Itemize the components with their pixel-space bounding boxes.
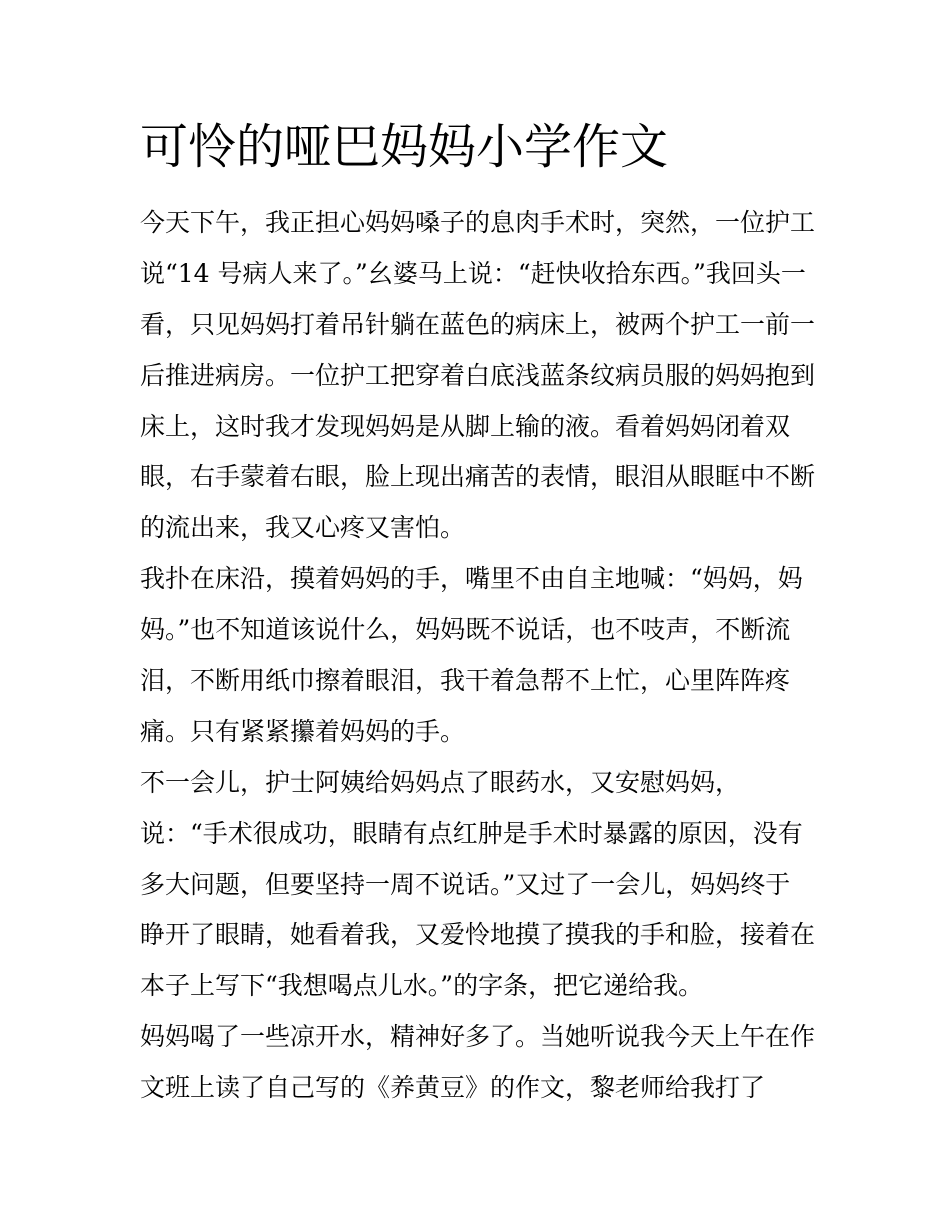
text-line: 睁开了眼睛，她看着我，又爱怜地摸了摸我的手和脸，接着在 bbox=[140, 920, 816, 950]
text-line: 后推进病房。一位护工把穿着白底浅蓝条纹病员服的妈妈抱到 bbox=[140, 360, 816, 390]
text-line: 妈妈喝了一些凉开水，精神好多了。当她听说我今天上午在作 bbox=[140, 1022, 816, 1052]
text-line: 说“14 号病人来了。”幺婆马上说：“赶快收拾东西。”我回头一 bbox=[140, 258, 806, 288]
text-line: 的流出来，我又心疼又害怕。 bbox=[140, 513, 466, 543]
text-line: 泪，不断用纸巾擦着眼泪，我干着急帮不上忙，心里阵阵疼 bbox=[140, 666, 791, 696]
text-line: 不一会儿，护士阿姨给妈妈点了眼药水，又安慰妈妈， bbox=[140, 767, 741, 797]
text-line: 多大问题，但要坚持一周不说话。”又过了一会儿，妈妈终于 bbox=[140, 869, 791, 899]
text-line: 床上，这时我才发现妈妈是从脚上输的液。看着妈妈闭着双 bbox=[140, 411, 791, 441]
text-line: 妈。”也不知道该说什么，妈妈既不说话，也不吱声，不断流 bbox=[140, 615, 791, 645]
text-line: 眼，右手蒙着右眼，脸上现出痛苦的表情，眼泪从眼眶中不断 bbox=[140, 462, 816, 492]
text-line: 看，只见妈妈打着吊针躺在蓝色的病床上，被两个护工一前一 bbox=[140, 309, 816, 339]
document-body bbox=[140, 198, 816, 1114]
text-line: 文班上读了自己写的《养黄豆》的作文，黎老师给我打了 bbox=[140, 1073, 766, 1103]
text-line: 说：“手术很成功，眼睛有点红肿是手术时暴露的原因，没有 bbox=[140, 818, 803, 848]
document-title: 可怜的哑巴妈妈小学作文 bbox=[140, 119, 669, 175]
text-line: 今天下午，我正担心妈妈嗓子的息肉手术时，突然，一位护工 bbox=[140, 208, 816, 237]
text-line: 痛。只有紧紧攥着妈妈的手。 bbox=[140, 716, 466, 746]
text-line: 本子上写下“我想喝点儿水。”的字条，把它递给我。 bbox=[140, 971, 704, 1001]
text-line: 我扑在床沿，摸着妈妈的手，嘴里不由自主地喊：“妈妈，妈 bbox=[140, 564, 803, 594]
